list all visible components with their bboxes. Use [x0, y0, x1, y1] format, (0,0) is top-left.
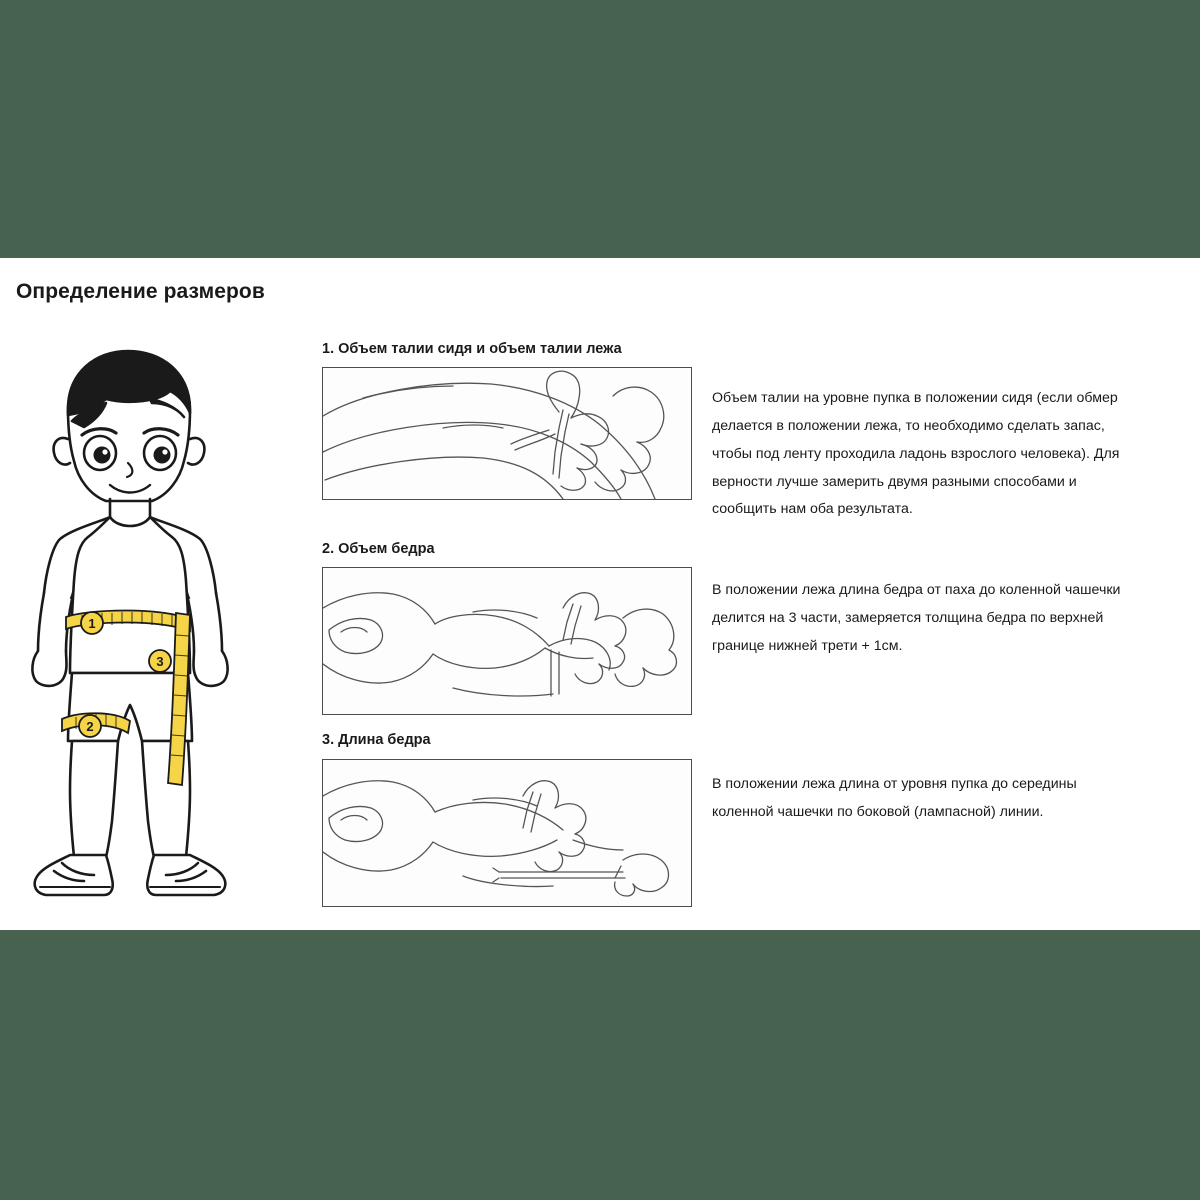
- photo-thigh-volume-measurement: [322, 567, 692, 715]
- child-measurement-illustration: [10, 343, 310, 903]
- section-thigh-volume: [322, 538, 1188, 715]
- section-thigh-length-text: В положении лежа длина от уровня пупка до середины коленной чашечки по боковой (лампасной) линии.: [712, 775, 1077, 820]
- section-waist-text: Объем талии на уровне пупка в положении сидя (если обмер делается в положении лежа, то необходимо сделать запас, чтобы под ленту проходила ладонь взрослого человека). Для верности лучше замерить двумя разными способами и сообщить нам оба результата.: [712, 390, 1120, 518]
- section-thigh-volume-heading: 2. Объем бедра: [322, 540, 435, 557]
- section-thigh-length: [322, 729, 1188, 906]
- page-title: Определение размеров: [16, 280, 265, 303]
- svg-text:2: 2: [86, 719, 94, 734]
- svg-text:1: 1: [88, 616, 96, 631]
- section-waist: [322, 338, 1188, 524]
- section-thigh-volume-text: В положении лежа длина бедра от паха до коленной чашечки делится на 3 части, замеряется толщина бедра по верхней границе нижней трети + 1см.: [712, 582, 1121, 654]
- photo-thigh-length-measurement: [322, 759, 692, 907]
- instructions-column: [322, 338, 1188, 907]
- section-thigh-length-heading: 3. Длина бедра: [322, 732, 431, 749]
- section-waist-heading: 1. Объем талии сидя и объем талии лежа: [322, 341, 622, 357]
- photo-waist-measurement: [322, 367, 692, 500]
- svg-text:3: 3: [156, 654, 164, 669]
- document-page: [0, 258, 1200, 930]
